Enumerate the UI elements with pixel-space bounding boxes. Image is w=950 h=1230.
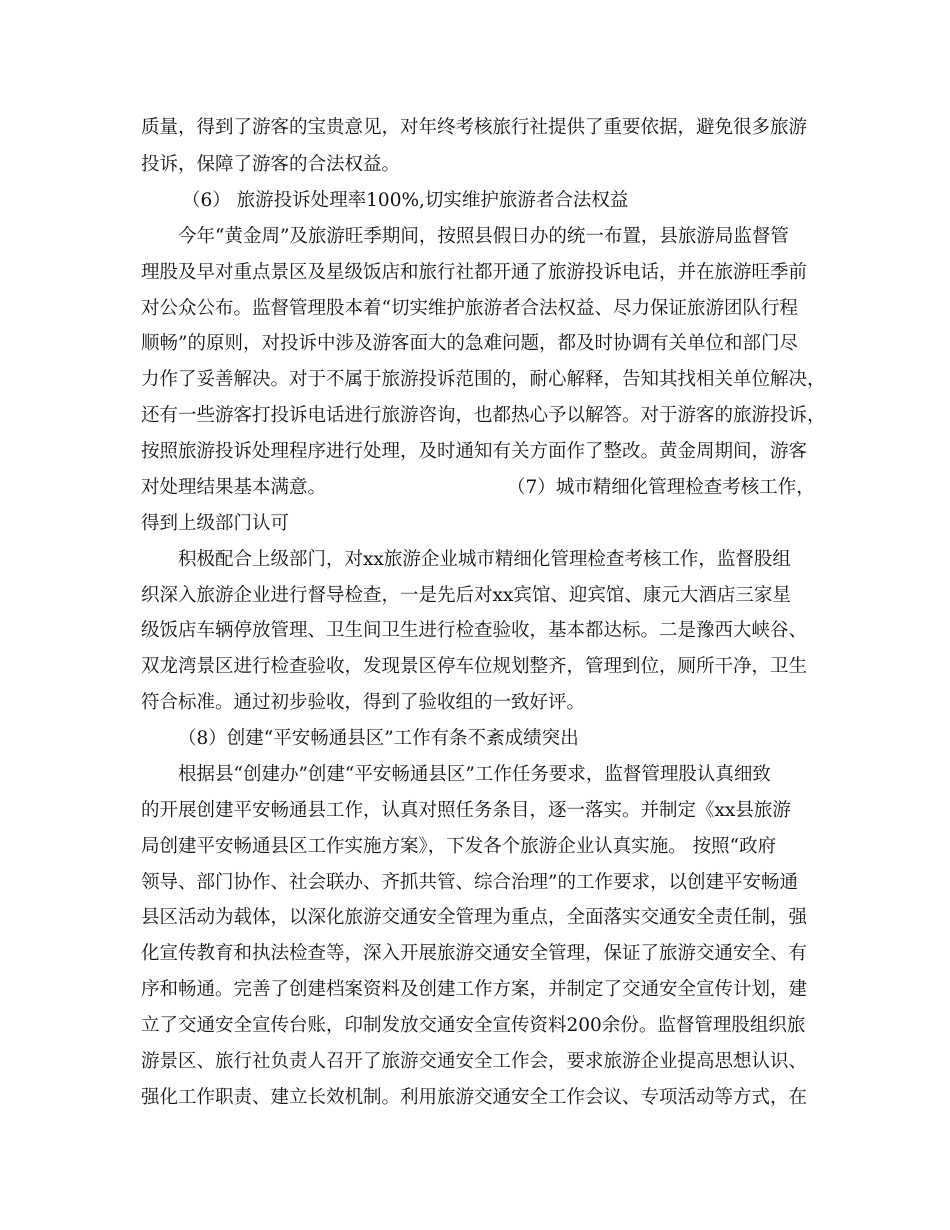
text-line: 化宣传教育和执法检查等，深入开展旅游交通安全管理，保证了旅游交通安全、有	[141, 943, 808, 964]
text-line: 今年“黄金周”及旅游旺季期间，按照县假日办的统一布置，县旅游局监督管	[178, 226, 789, 247]
text-line: 积极配合上级部门，对xx旅游企业城市精细化管理检查考核工作，监督股组	[178, 549, 791, 570]
text-line: 领导、部门协作、社会联办、齐抓共管、综合治理”的工作要求，以创建平安畅通	[141, 872, 798, 893]
text-line: 序和畅通。完善了创建档案资料及创建工作方案，并制定了交通安全宣传计划，建	[141, 979, 808, 1000]
text-line: 理股及早对重点景区及星级饭店和旅行社都开通了旅游投诉电话，并在旅游旺季前	[141, 262, 808, 283]
section-heading: （7）城市精细化管理检查考核工作，	[507, 477, 815, 498]
text-line: 织深入旅游企业进行督导检查，一是先后对xx宾馆、迎宾馆、康元大酒店三家星	[141, 585, 791, 606]
text-line: 根据县“创建办”创建“平安畅通县区”工作任务要求，监督管理股认真细致	[178, 764, 771, 785]
section-heading: （6） 旅游投诉处理率100%,切实维护旅游者合法权益	[182, 190, 629, 211]
text-line: 符合标准。通过初步验收，得到了验收组的一致好评。	[141, 692, 586, 713]
section-heading: （8）创建“平安畅通县区”工作有条不紊成绩突出	[178, 728, 579, 749]
text-line: 质量，得到了游客的宝贵意见，对年终考核旅行社提供了重要依据，避免很多旅游	[141, 117, 808, 138]
text-line: 投诉，保障了游客的合法权益。	[141, 154, 401, 175]
text-line: 按照旅游投诉处理程序进行处理，及时通知有关方面作了整改。黄金周期间，游客	[141, 441, 808, 462]
text-line: 双龙湾景区进行检查验收，发现景区停车位规划整齐，管理到位，厕所干净，卫生	[141, 656, 808, 677]
text-line: 的开展创建平安畅通县工作，认真对照任务条目，逐一落实。并制定《xx县旅游	[141, 800, 791, 821]
section-heading-continued: 得到上级部门认可	[141, 513, 290, 534]
text-line: 力作了妥善解决。对于不属于旅游投诉范围的，耐心解释，告知其找相关单位解决，	[141, 369, 826, 390]
text-line: 游景区、旅行社负责人召开了旅游交通安全工作会，要求旅游企业提高思想认识、	[141, 1051, 808, 1072]
text-line: 对公众公布。监督管理股本着“切实维护旅游者合法权益、尽力保证旅游团队行程	[141, 298, 798, 319]
text-line: 对处理结果基本满意。	[141, 477, 327, 498]
text-line: 县区活动为载体，以深化旅游交通安全管理为重点，全面落实交通安全责任制，强	[141, 907, 808, 928]
text-line: 还有一些游客打投诉电话进行旅游咨询，也都热心予以解答。对于游客的旅游投诉，	[141, 405, 826, 426]
text-line: 强化工作职责、建立长效机制。利用旅游交通安全工作会议、专项活动等方式，在	[141, 1087, 808, 1108]
text-line: 级饭店车辆停放管理、卫生间卫生进行检查验收，基本都达标。二是豫西大峡谷、	[141, 620, 808, 641]
text-line: 立了交通安全宣传台账，印制发放交通安全宣传资料200余份。监督管理股组织旅	[141, 1015, 806, 1036]
text-line: 顺畅”的原则，对投诉中涉及游客面大的急难问题，都及时协调有关单位和部门尽	[141, 333, 798, 354]
text-line: 局创建平安畅通县区工作实施方案》，下发各个旅游企业认真实施。 按照“政府	[141, 836, 777, 857]
